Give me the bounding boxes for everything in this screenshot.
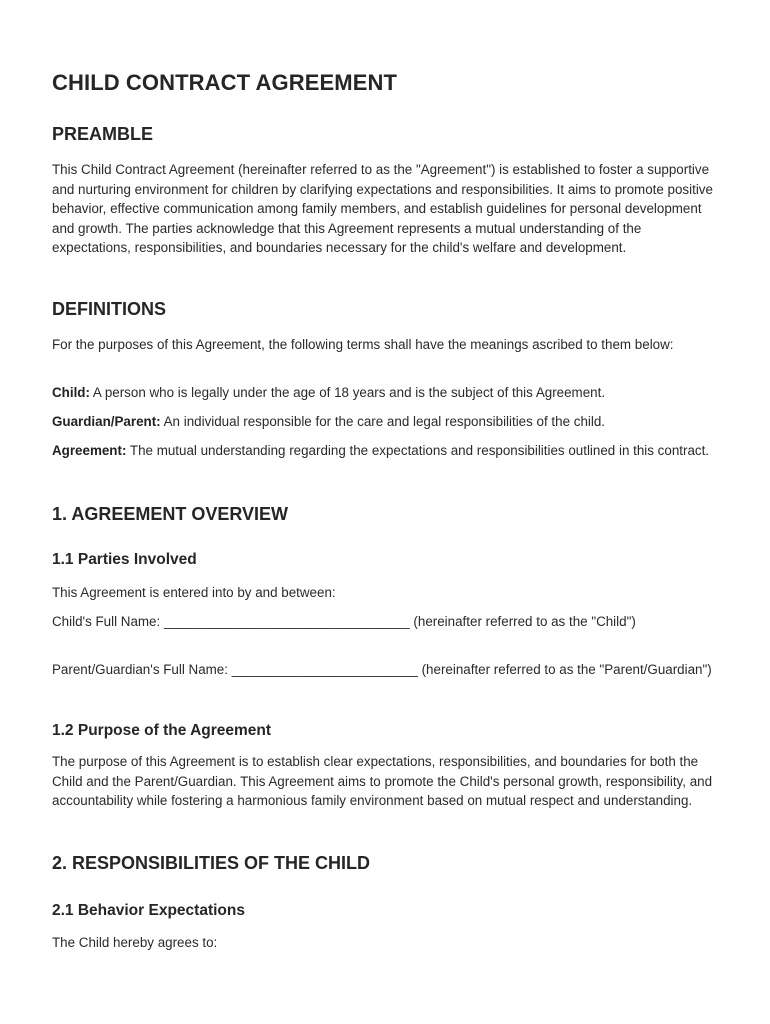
preamble-heading: PREAMBLE — [52, 124, 154, 144]
section2-heading: 2. RESPONSIBILITIES OF THE CHILD — [52, 853, 371, 873]
section2-1-heading: 2.1 Behavior Expectations — [52, 902, 245, 919]
parties-intro: This Agreement is entered into by and between: — [52, 585, 336, 600]
preamble-text: This Child Contract Agreement (hereinafter referred to as the "Agreement") is established to foster a supportive and nurturing environment for children by clarifying expectations and responsibilities. It aims to promote positive behavior, effective communication among family members, and establish guidelines for personal development and growth. The parties acknowledge that this Agreement represents a mutual understanding of the expectations, responsibilities, and boundaries necessary for the child's welfare and development. — [52, 162, 713, 256]
section1-2-heading: 1.2 Purpose of the Agreement — [52, 722, 272, 739]
document-title: CHILD CONTRACT AGREEMENT — [52, 70, 398, 95]
definitions-intro: For the purposes of this Agreement, the following terms shall have the meanings ascribed to them below: — [52, 337, 674, 352]
definition-term: Child: — [52, 385, 90, 400]
definition-item-guardian — [52, 412, 717, 432]
section1-1-heading: 1.1 Parties Involved — [52, 551, 197, 568]
section1-heading: 1. AGREEMENT OVERVIEW — [52, 504, 289, 524]
purpose-text: The purpose of this Agreement is to establish clear expectations, responsibilities, and boundaries for both the Child and the Parent/Guardian. This Agreement aims to promote the Child's personal growth, responsibility, and accountability while fostering a harmonious family environment based on mutual respect and understanding. — [52, 754, 713, 809]
child-name-line: Child's Full Name: _________________________________ (hereinafter referred to as the "Child") — [52, 614, 636, 629]
parent-name-line: Parent/Guardian's Full Name: _________________________ (hereinafter referred to as the "Parent/Guardian") — [52, 662, 712, 677]
definition-item-agreement — [52, 441, 717, 461]
definition-term: Guardian/Parent: — [52, 414, 161, 429]
behavior-intro: The Child hereby agrees to: — [52, 935, 218, 950]
definition-item-child — [52, 383, 717, 403]
definitions-heading: DEFINITIONS — [52, 299, 167, 319]
definition-term: Agreement: — [52, 443, 127, 458]
definition-text: A person who is legally under the age of 18 years and is the subject of this Agreement. — [89, 385, 606, 400]
definition-text: An individual responsible for the care and legal responsibilities of the child. — [160, 414, 606, 429]
definition-text: The mutual understanding regarding the expectations and responsibilities outlined in this contract. — [126, 443, 710, 458]
